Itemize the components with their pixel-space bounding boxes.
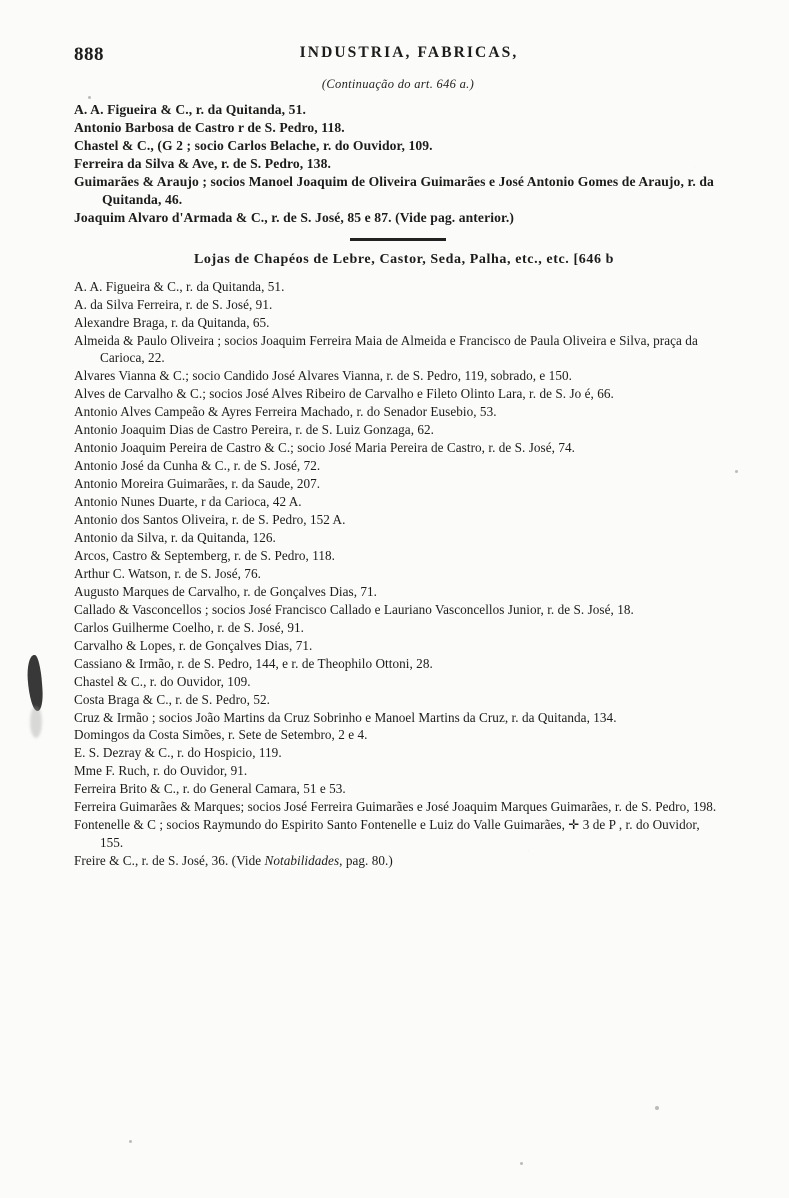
list-item: Carvalho & Lopes, r. de Gonçalves Dias, 71. bbox=[74, 637, 313, 653]
entry-list-section-1 bbox=[74, 101, 722, 227]
list-item: Callado & Vasconcellos ; socios José Francisco Callado e Lauriano Vasconcellos Junior, r. de S. José, 18. bbox=[74, 601, 634, 617]
list-item: Cruz & Irmão ; socios João Martins da Cruz Sobrinho e Manoel Martins da Cruz, r. da Quitanda, 134. bbox=[74, 709, 617, 725]
paper-speck bbox=[129, 1140, 132, 1143]
list-item: Antonio da Silva, r. da Quitanda, 126. bbox=[74, 530, 276, 545]
running-head: INDUSTRIA, FABRICAS, bbox=[299, 44, 519, 61]
list-item: A. A. Figueira & C., r. da Quitanda, 51. bbox=[74, 102, 306, 117]
list-item: Mme F. Ruch, r. do Ouvidor, 91. bbox=[74, 763, 248, 779]
list-item: Alves de Carvalho & C.; socios José Alves Ribeiro de Carvalho e Fileto Olinto Lara, r. de S. Jo é, 66. bbox=[74, 386, 614, 402]
document-content bbox=[74, 44, 722, 870]
list-item: Antonio Joaquim Dias de Castro Pereira, r. de S. Luiz Gonzaga, 62. bbox=[74, 422, 435, 438]
list-item: Domingos da Costa Simões, r. Sete de Setembro, 2 e 4. bbox=[74, 727, 368, 743]
list-item: Alexandre Braga, r. da Quitanda, 65. bbox=[74, 315, 270, 331]
list-item: Antonio Alves Campeão & Ayres Ferreira Machado, r. do Senador Eusebio, 53. bbox=[74, 404, 497, 420]
list-item-last bbox=[74, 852, 722, 869]
list-item: Chastel & C., (G 2 ; socio Carlos Belache, r. do Ouvidor, 109. bbox=[74, 138, 433, 154]
entry-list-section-2 bbox=[74, 278, 722, 869]
list-item: A. A. Figueira & C., r. da Quitanda, 51. bbox=[74, 279, 285, 295]
margin-smudge-shadow bbox=[30, 706, 42, 738]
list-item-text: Freire & C., r. de S. José, 36. (Vide Notabilidades, pag. 80.) bbox=[74, 852, 393, 868]
list-item: Antonio José da Cunha & C., r. de S. José, 72. bbox=[74, 458, 321, 474]
list-item: A. da Silva Ferreira, r. de S. José, 91. bbox=[74, 297, 273, 313]
list-item: Arthur C. Watson, r. de S. José, 76. bbox=[74, 565, 261, 581]
italic-title: Notabilidades bbox=[264, 852, 340, 868]
list-item: Antonio Joaquim Pereira de Castro & C.; socio José Maria Pereira de Castro, r. de S. José, 74. bbox=[74, 440, 575, 456]
list-item: Chastel & C., r. do Ouvidor, 109. bbox=[74, 673, 251, 689]
list-item: Antonio Moreira Guimarães, r. da Saude, 207. bbox=[74, 476, 321, 492]
list-item: Arcos, Castro & Septemberg, r. de S. Pedro, 118. bbox=[74, 547, 335, 563]
list-item: Fontenelle & C ; socios Raymundo do Espirito Santo Fontenelle e Luiz do Valle Guimarães, ✛ 3 de P , r. do Ouvidor, 155. bbox=[74, 817, 700, 850]
continuation-note: (Continuação do art. 646 a.) bbox=[321, 77, 475, 91]
margin-thumb-smudge bbox=[26, 655, 44, 712]
section-heading bbox=[74, 252, 722, 268]
paper-speck bbox=[520, 1162, 523, 1165]
list-item: Almeida & Paulo Oliveira ; socios Joaquim Ferreira Maia de Almeida e Francisco de Paula Oliveira e Silva, praça da Carioca, 22. bbox=[74, 333, 698, 366]
list-item: Ferreira Brito & C., r. do General Camara, 51 e 53. bbox=[74, 781, 346, 797]
list-item: Joaquim Alvaro d'Armada & C., r. de S. José, 85 e 87. (Vide pag. anterior.) bbox=[74, 210, 514, 226]
section-heading-text: Lojas de Chapéos de Lebre, Castor, Seda, Palha, etc., etc. bbox=[193, 252, 570, 268]
list-item: Antonio Nunes Duarte, r da Carioca, 42 A. bbox=[74, 494, 302, 510]
list-item: Augusto Marques de Carvalho, r. de Gonçalves Dias, 71. bbox=[74, 583, 378, 599]
list-item: Antonio dos Santos Oliveira, r. de S. Pedro, 152 A. bbox=[74, 512, 346, 528]
list-item: Alvares Vianna & C.; socio Candido José Alvares Vianna, r. de S. Pedro, 119, sobrado, e 150. bbox=[74, 368, 572, 384]
paper-speck bbox=[655, 1106, 659, 1110]
list-item: Carlos Guilherme Coelho, r. de S. José, 91. bbox=[74, 619, 304, 635]
list-item: Ferreira da Silva & Ave, r. de S. Pedro, 138. bbox=[74, 156, 331, 172]
list-item: Antonio Barbosa de Castro r de S. Pedro, 118. bbox=[74, 120, 345, 136]
section-divider-rule bbox=[350, 238, 446, 241]
paper-speck bbox=[735, 470, 738, 473]
list-item: Guimarães & Araujo ; socios Manoel Joaquim de Oliveira Guimarães e José Antonio Gomes de Araujo, r. da Quitanda, 46. bbox=[74, 174, 714, 207]
folio-number: 888 bbox=[74, 44, 104, 65]
page-header bbox=[74, 44, 722, 70]
section-divider-wrap bbox=[74, 227, 722, 249]
section-heading-reference: [646 b bbox=[573, 252, 615, 268]
list-item: E. S. Dezray & C., r. do Hospicio, 119. bbox=[74, 745, 282, 761]
list-item: Cassiano & Irmão, r. de S. Pedro, 144, e r. de Theophilo Ottoni, 28. bbox=[74, 655, 433, 671]
list-item: Costa Braga & C., r. de S. Pedro, 52. bbox=[74, 691, 270, 707]
list-item: Ferreira Guimarães & Marques; socios José Ferreira Guimarães e José Joaquim Marques Guimarães, r. de S. Pedro, 198. bbox=[74, 799, 717, 815]
